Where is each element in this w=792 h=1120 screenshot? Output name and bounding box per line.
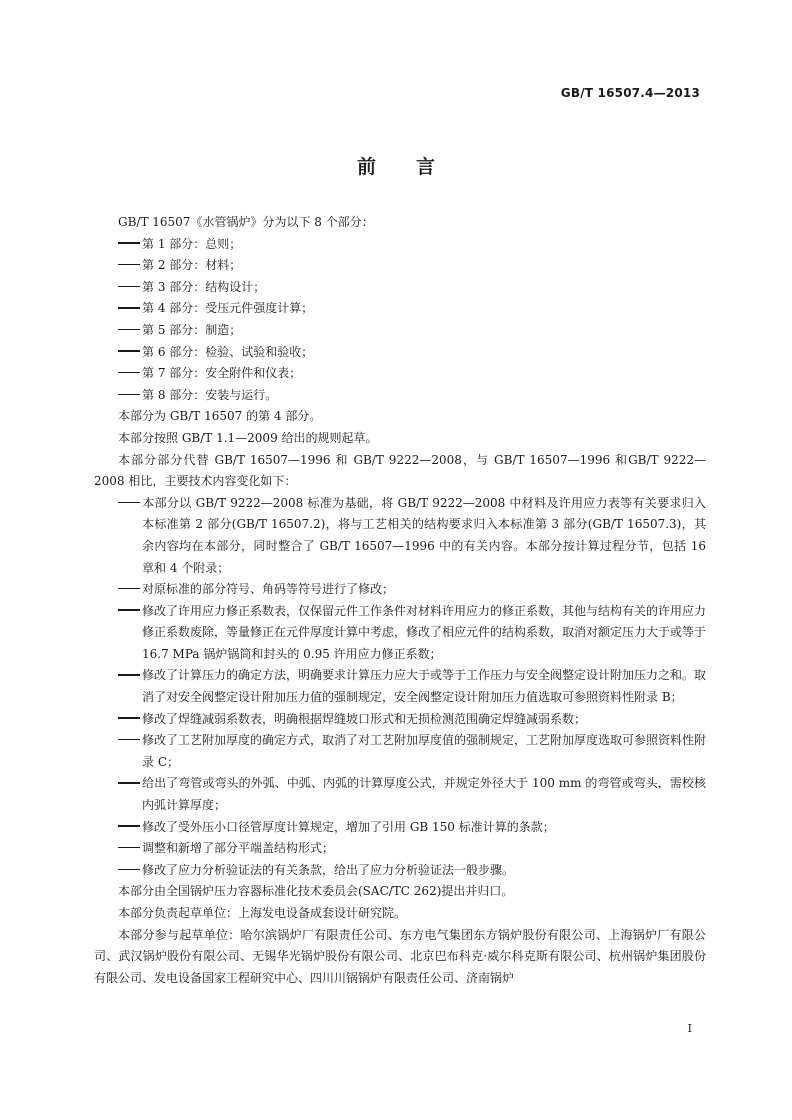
dash-mark [118, 601, 142, 623]
dash-mark [118, 665, 142, 687]
parts-list-item [94, 320, 706, 342]
changes-list-item [94, 665, 706, 708]
changes-list-item [94, 817, 706, 839]
dash-mark [118, 298, 142, 320]
list-item-text: 第 8 部分：安装与运行。 [142, 387, 278, 402]
list-item-text: 第 4 部分：受压元件强度计算； [142, 301, 314, 316]
dash-mark [118, 342, 142, 364]
list-item-text: 本部分以 GB/T 9222—2008 标准为基础，将 GB/T 9222—2008 中材料及许用应力表等有关要求归入本标准第 2 部分(GB/T 16507.2)，将与工艺相关的结构要求归入本标准第 3 部分(GB/T 16507.3)，其余内容均在本部分，同时整合了 GB/T 16507—1996 中的有关内容。本部分按计算过程分节，包括 16 章和 4 个附录； [142, 495, 706, 575]
dash-mark [118, 493, 142, 515]
list-item-text: 修改了计算压力的确定方法，明确要求计算压力应大于或等于工作压力与安全阀整定设计附加压力之和。取消了对安全阀整定设计附加压力值的强制规定，安全阀整定设计附加压力值选取可参照资料性附录 B； [142, 668, 707, 705]
body-paragraph: 本部分部分代替 GB/T 16507—1996 和 GB/T 9222—2008，与 GB/T 16507—1996 和GB/T 9222—2008 相比，主要技术内容变化如下： [94, 452, 706, 489]
changes-list-item [94, 709, 706, 731]
foreword-body [94, 212, 706, 989]
changes-list-item [94, 773, 706, 816]
body-paragraph: 本部分为 GB/T 16507 的第 4 部分。 [118, 409, 322, 424]
changes-list-item [94, 579, 706, 601]
body-paragraph: 本部分负责起草单位：上海发电设备成套设计研究院。 [118, 906, 407, 920]
title-char-1: 前 [356, 156, 376, 178]
page-title [0, 152, 792, 179]
dash-mark [118, 773, 142, 795]
list-item-text: 第 1 部分：总则； [142, 236, 242, 251]
parts-list-item [94, 255, 706, 277]
parts-list-item [94, 234, 706, 256]
changes-list-item [94, 493, 706, 579]
dash-mark [118, 320, 142, 342]
list-item-text: 第 7 部分：安全附件和仪表； [142, 366, 302, 381]
parts-list-item [94, 298, 706, 320]
dash-mark [118, 579, 142, 601]
dash-mark [118, 860, 142, 882]
parts-list-item [94, 277, 706, 299]
list-item-text: 第 3 部分：结构设计； [142, 279, 266, 294]
body-paragraph: 本部分参与起草单位：哈尔滨锅炉厂有限责任公司、东方电气集团东方锅炉股份有限公司、上海锅炉厂有限公司、武汉锅炉股份有限公司、无锡华光锅炉股份有限公司、北京巴布科克·威尔科克斯有限公司、杭州锅炉集团股份有限公司、发电设备国家工程研究中心、四川川锅锅炉有限责任公司、济南锅炉 [94, 927, 706, 985]
list-item-text: 第 5 部分：制造； [142, 322, 242, 337]
page-number: I [687, 1022, 692, 1035]
standard-code: GB/T 16507.4—2013 [560, 86, 700, 100]
list-item-text: 修改了许用应力修正系数表，仅保留元件工作条件对材料许用应力的修正系数，其他与结构有关的许用应力修正系数废除，等量修正在元件厚度计算中考虑，修改了相应元件的结构系数，取消对额定压力大于或等于 16.7 MPa 锅炉锅筒和封头的 0.95 许用应力修正系数； [142, 603, 707, 661]
list-item-text: 调整和新增了部分平端盖结构形式； [142, 841, 335, 856]
changes-list-item [94, 838, 706, 860]
dash-mark [118, 730, 142, 752]
title-char-2: 言 [416, 156, 436, 178]
changes-list-item [94, 601, 706, 666]
dash-mark [118, 385, 142, 407]
body-paragraph: 本部分按照 GB/T 1.1—2009 给出的规则起草。 [118, 430, 378, 445]
list-item-text: 对原标准的部分符号、角码等符号进行了修改； [142, 582, 395, 597]
body-paragraph: 本部分由全国锅炉压力容器标准化技术委员会(SAC/TC 262)提出并归口。 [118, 884, 514, 899]
list-item-text: 修改了受外压小口径管厚度计算规定，增加了引用 GB 150 标准计算的条款； [142, 819, 555, 834]
list-item-text: 第 2 部分：材料； [142, 258, 242, 273]
parts-list-item [94, 385, 706, 407]
dash-mark [118, 277, 142, 299]
list-item-text: 修改了工艺附加厚度的确定方式，取消了对工艺附加厚度值的强制规定，工艺附加厚度选取可参照资料性附录 C； [142, 733, 707, 769]
list-item-text: 修改了应力分析验证法的有关条款，给出了应力分析验证法一般步骤。 [142, 862, 515, 877]
list-item-text: 给出了弯管或弯头的外弧、中弧、内弧的计算厚度公式，并规定外径大于 100 mm 的弯管或弯头，需校核内弧计算厚度； [142, 776, 706, 813]
list-item-text: 修改了焊缝减弱系数表，明确根据焊缝坡口形式和无损检测范围确定焊缝减弱系数； [142, 711, 587, 726]
intro-paragraph: GB/T 16507《水管锅炉》分为以下 8 个部分： [118, 215, 374, 229]
changes-list-item [94, 860, 706, 882]
parts-list-item [94, 363, 706, 385]
dash-mark [118, 234, 142, 256]
dash-mark [118, 838, 142, 860]
dash-mark [118, 363, 142, 385]
dash-mark [118, 817, 142, 839]
parts-list-item [94, 342, 706, 364]
dash-mark [118, 255, 142, 277]
changes-list-item [94, 730, 706, 773]
list-item-text: 第 6 部分：检验、试验和验收； [142, 344, 314, 359]
dash-mark [118, 709, 142, 731]
